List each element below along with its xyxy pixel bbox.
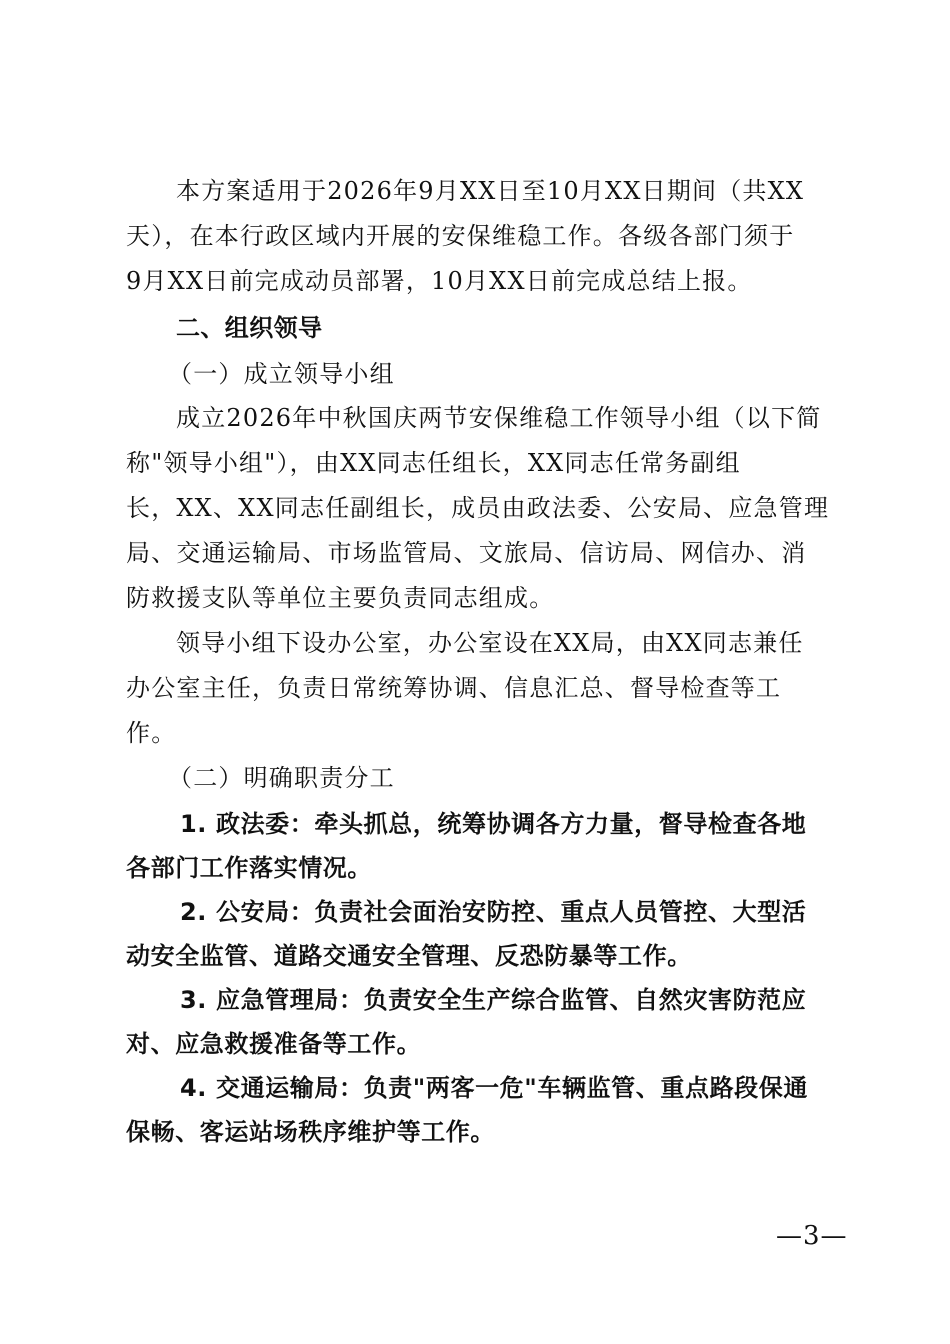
paragraph-line: 天），在本行政区域内开展的安保维稳工作。各级各部门须于 bbox=[126, 222, 795, 250]
duty-line: 2. 公安局：负责社会面治安防控、重点人员管控、大型活 bbox=[180, 898, 807, 926]
paragraph-line: 本方案适用于2026年9月XX日至10月XX日期间（共XX bbox=[176, 177, 805, 205]
paragraph-line: 称"领导小组"），由XX同志任组长，XX同志任常务副组 bbox=[126, 449, 741, 477]
duty-line: 4. 交通运输局：负责"两客一危"车辆监管、重点路段保通 bbox=[180, 1074, 808, 1102]
paragraph-line: 9月XX日前完成动员部署，10月XX日前完成总结上报。 bbox=[126, 267, 753, 295]
duty-line: 3. 应急管理局：负责安全生产综合监管、自然灾害防范应 bbox=[180, 986, 807, 1014]
paragraph-line: 防救援支队等单位主要负责同志组成。 bbox=[126, 584, 555, 612]
duty-line: 对、应急救援准备等工作。 bbox=[126, 1030, 422, 1058]
section-heading: 二、组织领导 bbox=[176, 314, 323, 342]
duty-line: 保畅、客运站场秩序维护等工作。 bbox=[126, 1118, 495, 1146]
duty-line: 1. 政法委：牵头抓总，统筹协调各方力量，督导检查各地 bbox=[180, 810, 807, 838]
paragraph-line: 成立2026年中秋国庆两节安保维稳工作领导小组（以下简 bbox=[176, 404, 822, 432]
duty-line: 各部门工作落实情况。 bbox=[126, 854, 372, 882]
page-number: —3— bbox=[776, 1221, 848, 1251]
paragraph-line: 局、交通运输局、市场监管局、文旅局、信访局、网信办、消 bbox=[126, 539, 807, 567]
subsection-heading: （二）明确职责分工 bbox=[168, 764, 395, 792]
paragraph-line: 办公室主任，负责日常统筹协调、信息汇总、督导检查等工 bbox=[126, 674, 782, 702]
paragraph-line: 长，XX、XX同志任副组长，成员由政法委、公安局、应急管理 bbox=[126, 494, 830, 522]
duty-line: 动安全监管、道路交通安全管理、反恐防暴等工作。 bbox=[126, 942, 692, 970]
paragraph-line: 领导小组下设办公室，办公室设在XX局，由XX同志兼任 bbox=[176, 629, 804, 657]
subsection-heading: （一）成立领导小组 bbox=[168, 360, 395, 388]
paragraph-line: 作。 bbox=[126, 719, 177, 747]
